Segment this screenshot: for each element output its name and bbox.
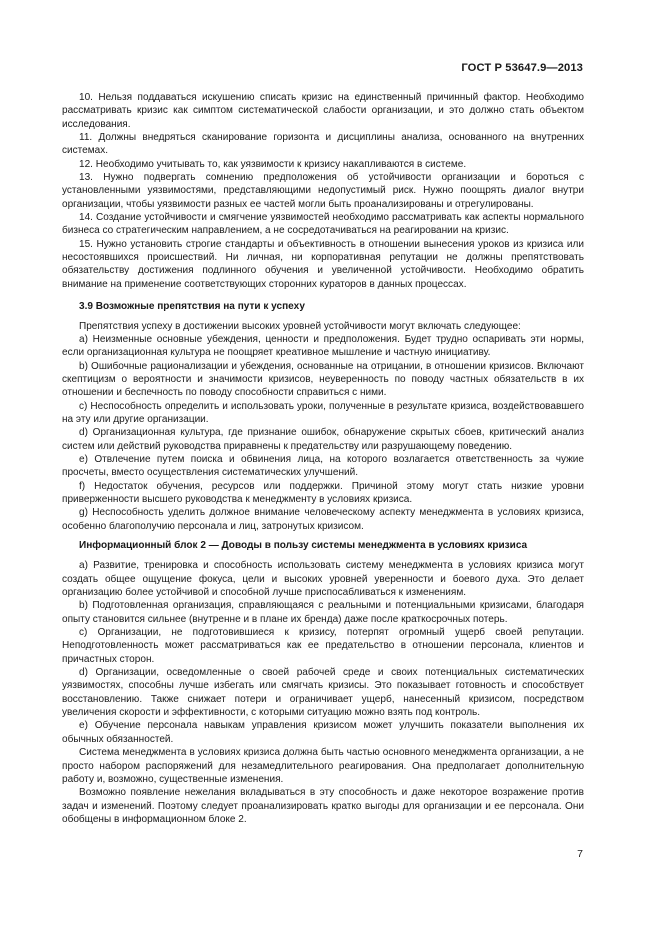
list-item: a) Неизменные основные убеждения, ценности и предположения. Будет трудно оспаривать эти нормы, если организационная культура не поощряет креативное мышление и частную инициативу. — [62, 333, 584, 359]
paragraph: Возможно появление нежелания вкладываться в эту способность и даже некоторое возражение против задач и изменений. Поэтому следует проанализировать кратко выгоды для организации и ее персонала. Они обобщены в информационном блоке 2. — [62, 787, 584, 825]
list-item: a) Развитие, тренировка и способность использовать систему менеджмента в условиях кризиса могут создать общее ощущение фокуса, цели и высоких уровней уверенности и боевого духа. Это делает организацию более устойчивой и способной лучше приспосабливаться к изменениям. — [62, 560, 584, 599]
info-block-title: Информационный блок 2 — Доводы в пользу системы менеджмента в условиях кризиса — [79, 540, 528, 551]
document-id-header: ГОСТ Р 53647.9—2013 — [461, 62, 583, 74]
paragraph: 14. Создание устойчивости и смягчение уязвимостей необходимо рассматривать как аспекты нормального бизнеса со стратегическим направлением, а не сосредотачиваться на реагировании на кризис. — [62, 212, 584, 237]
paragraph: 11. Должны внедряться сканирование горизонта и дисциплины анализа, основанного на внутренних системах. — [62, 132, 584, 157]
list-item: f) Недостаток обучения, ресурсов или поддержки. Причиной этому могут стать низкие уровни приверженности высшего руководства к менеджменту в условиях кризиса. — [62, 480, 584, 505]
paragraph: Препятствия успеху в достижении высоких уровней устойчивости могут включать следующее: — [79, 320, 521, 332]
paragraph: 10. Нельзя поддаваться искушению списать кризис на единственный причинный фактор. Необходимо рассматривать кризис как симптом систематической слабости организации, и это должно стать объектом исследования. — [62, 92, 584, 130]
list-item: d) Организации, осведомленные о своей рабочей среде и своих потенциальных систематических уязвимостях, способны лучше избегать или смягчать кризисы. Это показывает готовность и способствует восстановлению. Также снижает потери и ограничивает ущерб, нанесенный кризисом, посредством увеличения скорости и эффективности, с которыми ситуацию можно взять под контроль. — [62, 667, 584, 719]
list-item: d) Организационная культура, где признание ошибок, обнаружение скрытых сбоев, критический анализ систем или действий руководства приравнены к предательству или разрушающему поведению. — [62, 427, 584, 452]
list-item: b) Ошибочные рационализации и убеждения, основанные на отрицании, в отношении кризисов. Включают скептицизм о вероятности и значимости кризисов, неуверенность по поводу частных обязательств в их отношении и беспечность по поводу способности справиться с ними. — [62, 360, 584, 399]
list-item: c) Организации, не подготовившиеся к кризису, потерпят огромный ущерб своей репутации. Неподготовленность может рассматриваться как ее предательство в отношении персонала, клиентов и причастных сторон. — [62, 627, 584, 665]
list-item: c) Неспособность определить и использовать уроки, полученные в результате кризиса, воздействовавшего на эту или другие организации. — [62, 400, 584, 425]
list-item: g) Неспособность уделить должное внимание человеческому аспекту менеджмента в условиях кризиса, особенно благополучию персонала и лиц, затронутых кризисом. — [62, 507, 584, 532]
paragraph: 12. Необходимо учитывать то, как уязвимости к кризису накапливаются в системе. — [79, 158, 467, 170]
paragraph: Система менеджмента в условиях кризиса должна быть частью основного менеджмента организации, а не просто набором распоряжений для незамедлительного реагирования. Она предполагает дополнительную работу и, возможно, существенные изменения. — [62, 747, 584, 785]
section-heading: 3.9 Возможные препятствия на пути к успеху — [79, 301, 305, 313]
list-item: e) Обучение персонала навыкам управления кризисом может улучшить показатели выполнения их обычных обязанностей. — [62, 720, 584, 745]
list-item: b) Подготовленная организация, справляющаяся с реальными и потенциальными кризисами, благодаря опыту становится сильнее (внутренне и в плане их бренда) даже после краткосрочных потерь. — [62, 600, 584, 625]
paragraph: 15. Нужно установить строгие стандарты и объективность в отношении вынесения уроков из кризиса или несостоявшихся происшествий. Ни личная, ни корпоративная репутации не должны препятствовать обязательству достижения подлинного обучения и увеличенной устойчивости. Необходимо обратить внимание на применение соответствующих сторонних кураторов в данных процессах. — [62, 238, 584, 290]
list-item: e) Отвлечение путем поиска и обвинения лица, на которого возлагается ответственность за чужие просчеты, вместо осуществления систематических улучшений. — [62, 453, 584, 479]
paragraph: 13. Нужно подвергать сомнению предположения об устойчивости организации и бороться с установленными уязвимостями, представляющими недопустимый риск. Нужно поощрять диалог внутри организации, чтобы уязвимости разных ее частей могли быть проанализированы и отрегулированы. — [62, 172, 584, 210]
page-number: 7 — [577, 848, 583, 860]
document-body — [62, 91, 584, 826]
